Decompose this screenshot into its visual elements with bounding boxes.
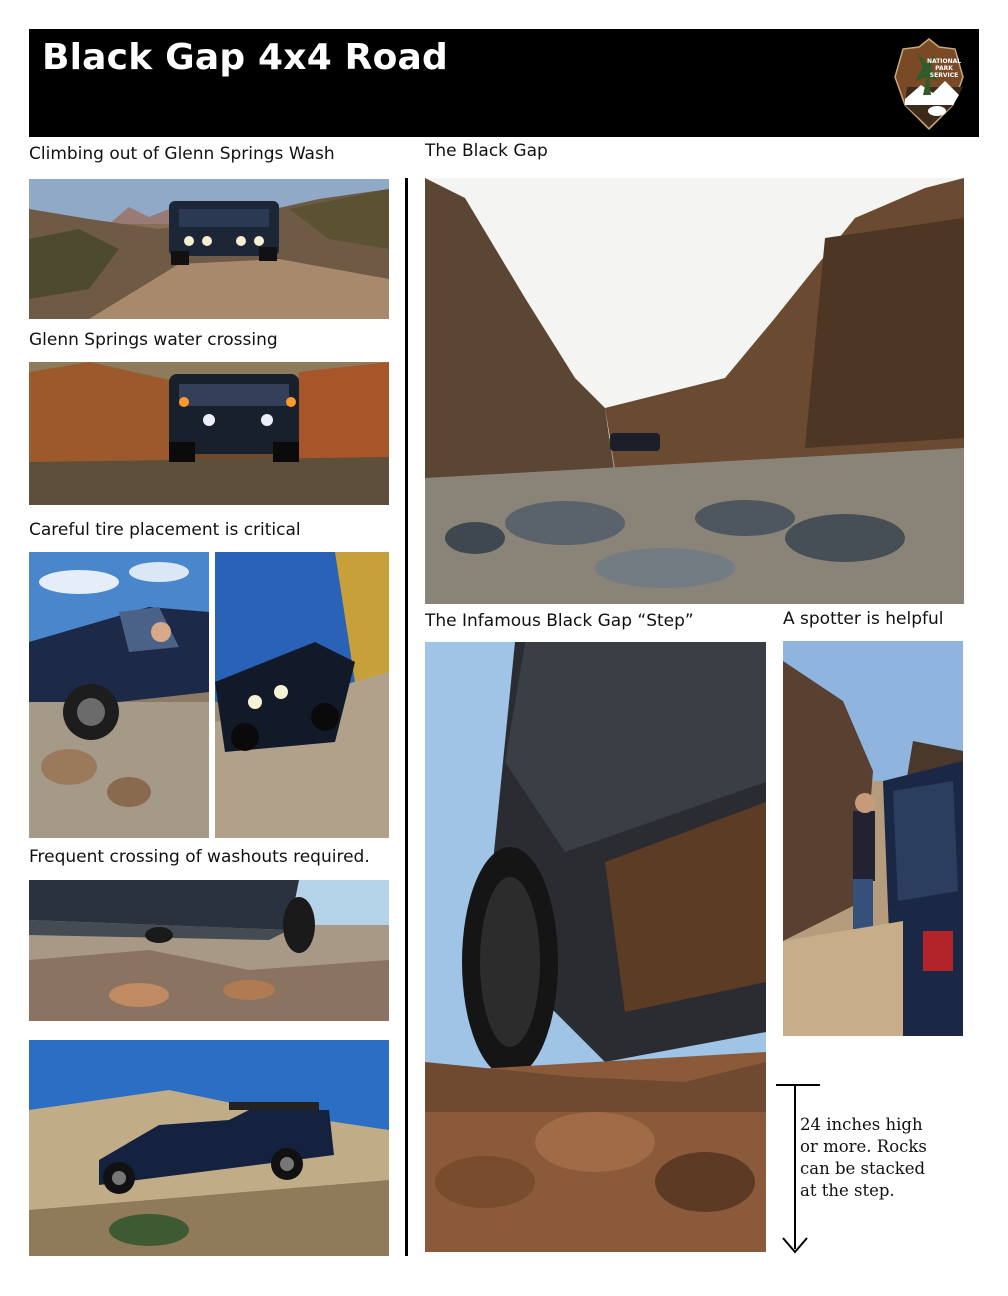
logo-text-service: SERVICE (929, 72, 959, 79)
photo-black-gap-step (425, 642, 766, 1252)
caption-black-gap: The Black Gap (425, 141, 548, 161)
title-banner (29, 29, 979, 137)
photo-black-gap (425, 178, 964, 604)
note-line-3: can be stacked (800, 1159, 926, 1178)
photo-pickup-truck (29, 1040, 389, 1256)
photo-climbing-wash (29, 179, 389, 319)
photo-water-crossing (29, 362, 389, 505)
step-height-note (800, 1114, 970, 1202)
nps-arrowhead-logo (893, 37, 965, 131)
caption-water-crossing: Glenn Springs water crossing (29, 330, 278, 350)
measure-line-top (776, 1084, 820, 1086)
caption-climbing: Climbing out of Glenn Springs Wash (29, 144, 335, 164)
photo-washout-crossing (29, 880, 389, 1021)
logo-text-park: PARK (935, 65, 953, 72)
caption-tire-placement: Careful tire placement is critical (29, 520, 301, 540)
page-title: Black Gap 4x4 Road (42, 37, 448, 78)
logo-text-national: NATIONAL (926, 58, 962, 65)
photo-spotter (783, 641, 963, 1036)
note-line-1: 24 inches high (800, 1115, 923, 1134)
column-divider (405, 178, 408, 1256)
caption-spotter: A spotter is helpful (783, 609, 944, 629)
note-line-4: at the step. (800, 1181, 895, 1200)
note-line-2: or more. Rocks (800, 1137, 927, 1156)
measure-line-vertical (794, 1085, 796, 1249)
photo-tire-placement-left (29, 552, 209, 838)
arrow-down-icon (781, 1236, 809, 1254)
caption-washouts: Frequent crossing of washouts required. (29, 847, 370, 867)
caption-step: The Infamous Black Gap “Step” (425, 611, 694, 631)
photo-tire-placement-right (215, 552, 389, 838)
